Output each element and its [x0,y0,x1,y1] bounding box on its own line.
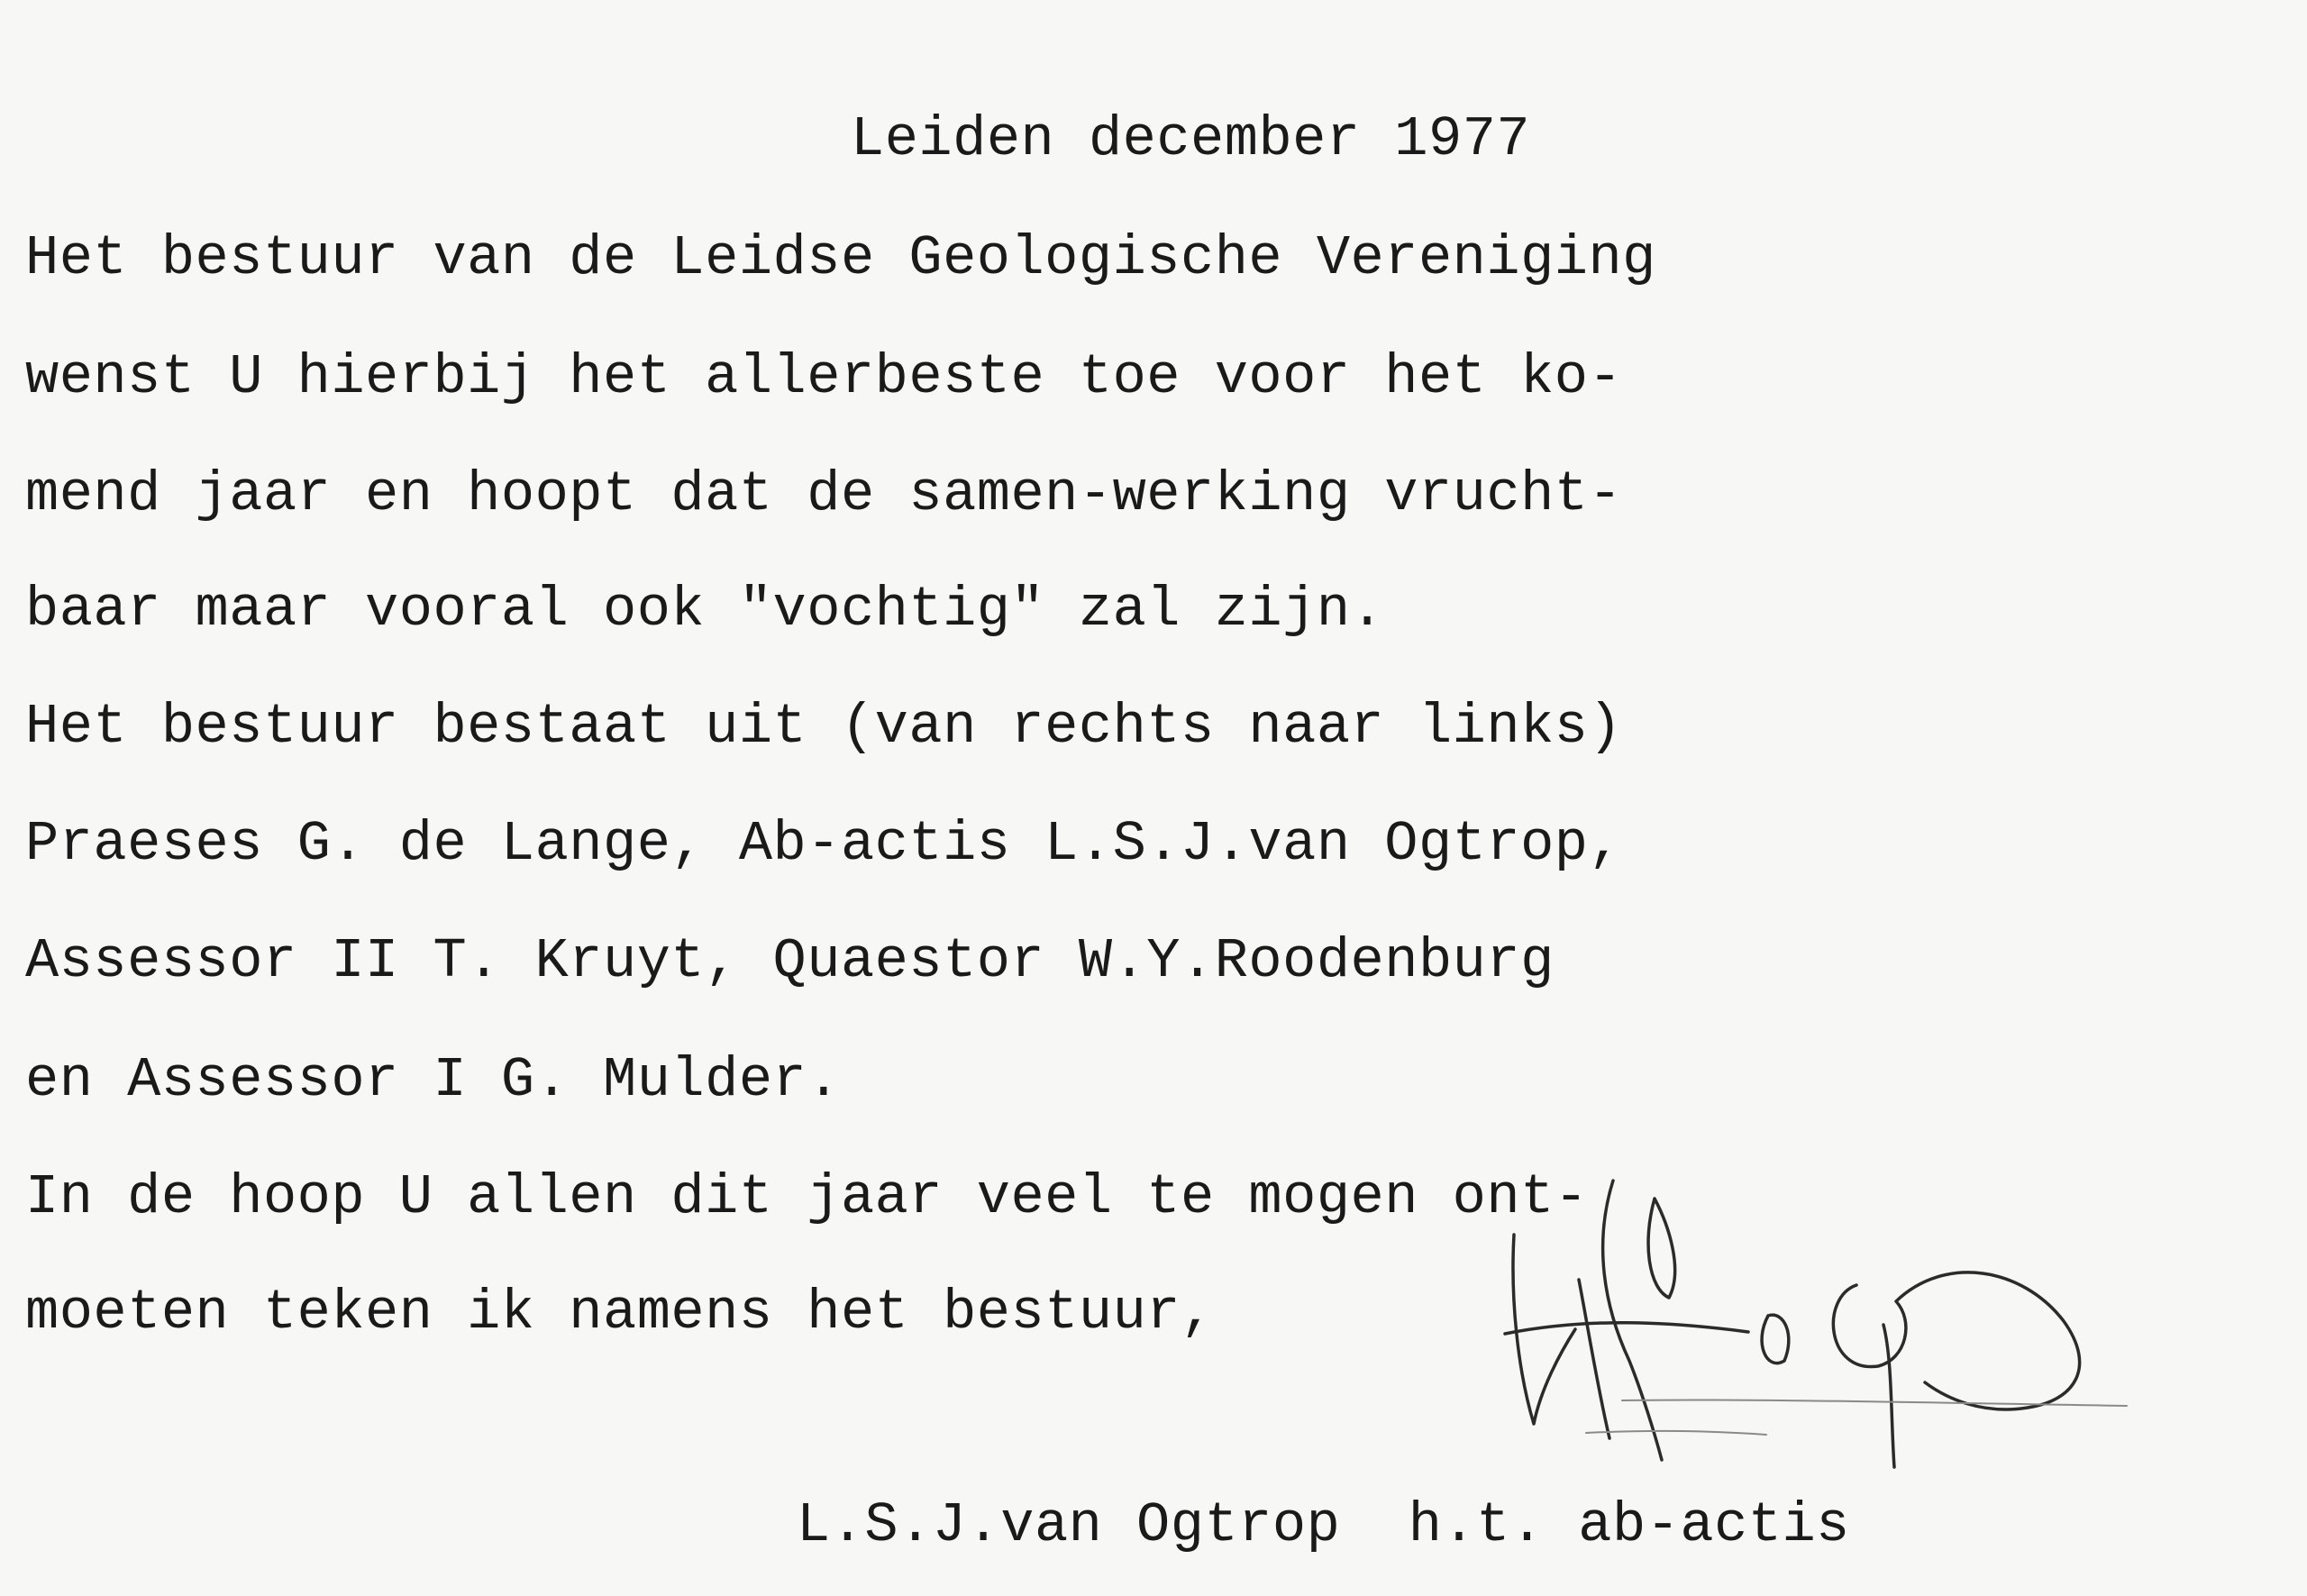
letter-line-4: baar maar vooral ook "vochtig" zal zijn. [25,578,1385,642]
handwritten-signature [1478,1163,2145,1487]
letter-line-2: wenst U hierbij het allerbeste toe voor het ko- [25,345,1623,409]
letter-line-9: In de hoop U allen dit jaar veel te mogen ont- [25,1165,1589,1229]
letter-line-3: mend jaar en hoopt dat de samen-werking vrucht- [25,462,1623,526]
letter-line-10: moeten teken ik namens het bestuur, [25,1281,1215,1345]
date-line: Leiden december 1977 [851,107,1531,171]
letter-line-1: Het bestuur van de Leidse Geologische Vereniging [25,226,1656,290]
signature-line: L.S.J.van Ogtrop h.t. ab-actis [797,1493,1850,1557]
letter-line-6: Praeses G. de Lange, Ab-actis L.S.J.van Ogtrop, [25,812,1623,876]
letter-line-5: Het bestuur bestaat uit (van rechts naar links) [25,695,1623,759]
letter-line-7: Assessor II T. Kruyt, Quaestor W.Y.Roodenburg [25,929,1555,993]
letter-line-8: en Assessor I G. Mulder. [25,1048,841,1112]
